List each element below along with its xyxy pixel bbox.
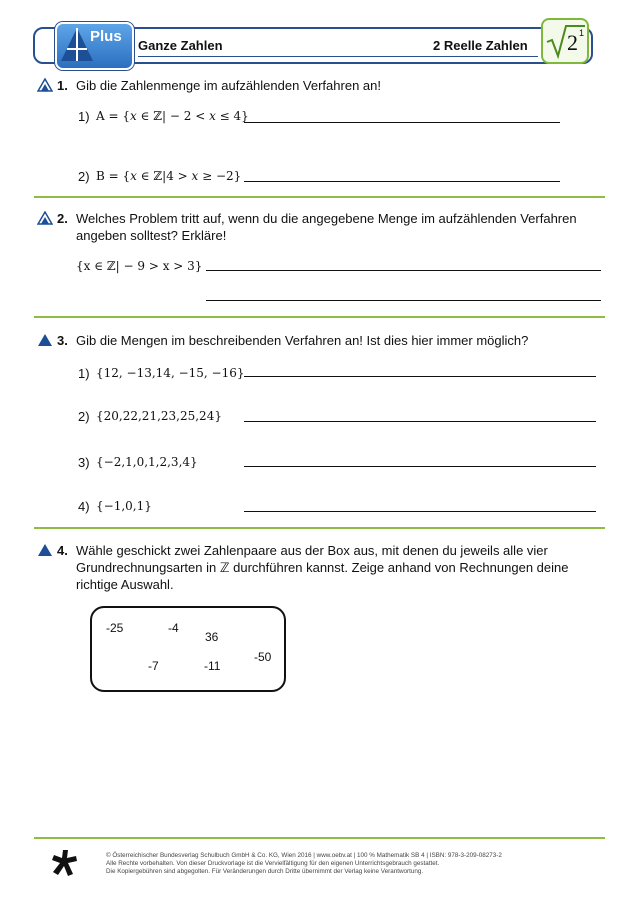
set-expression: {x ∈ ℤ| − 9 > x > 3} — [76, 259, 203, 273]
box-number: -11 — [204, 659, 221, 673]
section-divider — [34, 316, 605, 318]
chapter-title: Ganze Zahlen — [138, 38, 223, 53]
set-expression: {20,22,21,23,25,24} — [96, 409, 222, 423]
item-label: 4) — [78, 499, 90, 514]
footer-rights: Alle Rechte vorbehalten. Von dieser Druckvorlage ist die Vervielfältigung für den eigenen Unterrichtsgebrauch gestattet. — [106, 860, 440, 867]
task-number: 3. — [57, 333, 68, 348]
task-prompt: richtige Auswahl. — [76, 577, 174, 592]
task-number: 4. — [57, 543, 68, 558]
answer-line[interactable] — [244, 421, 596, 422]
task-prompt: Gib die Zahlenmenge im aufzählenden Verfahren an! — [76, 78, 381, 93]
box-number: -4 — [168, 621, 179, 635]
task-prompt: Gib die Mengen im beschreibenden Verfahren an! Ist dies hier immer möglich? — [76, 333, 529, 348]
answer-line[interactable] — [206, 300, 601, 301]
footer-copyright: © Österreichischer Bundesverlag Schulbuch GmbH & Co. KG, Wien 2016 | www.oebv.at | 100 % Mathematik SB 4 | ISBN: 978-3-209-08273-2 — [106, 852, 502, 859]
answer-line[interactable] — [244, 122, 560, 123]
box-number: -25 — [106, 621, 124, 635]
svg-text:2: 2 — [567, 30, 578, 55]
task-prompt: angeben solltest? Erkläre! — [76, 228, 227, 243]
difficulty-icon — [37, 78, 53, 92]
item-label: 3) — [78, 455, 90, 470]
box-number: -7 — [148, 659, 159, 673]
box-number: 36 — [205, 630, 219, 644]
answer-line[interactable] — [244, 511, 596, 512]
section-title: 2 Reelle Zahlen — [433, 38, 528, 53]
task-number: 2. — [57, 211, 68, 226]
task-prompt: Wähle geschickt zwei Zahlenpaare aus der Box aus, mit denen du jeweils alle vier — [76, 543, 548, 558]
set-expression: {−1,0,1} — [96, 499, 152, 513]
set-expression: B = {𝑥 ∈ ℤ|4 > 𝑥 ≥ −2} — [96, 169, 242, 183]
sqrt-icon — [543, 20, 587, 62]
item-label: 1) — [78, 366, 90, 381]
item-label: 1) — [78, 109, 90, 124]
answer-line[interactable] — [206, 270, 601, 271]
number-box — [90, 606, 286, 692]
section-divider — [34, 527, 605, 529]
plus-badge-label: Plus — [90, 28, 122, 45]
task-prompt: Welches Problem tritt auf, wenn du die angegebene Menge im aufzählenden Verfahren — [76, 211, 577, 226]
difficulty-icon — [37, 543, 53, 557]
set-expression: {−2,1,0,1,2,3,4} — [96, 455, 198, 469]
task-prompt: Grundrechnungsarten in ℤ durchführen kannst. Zeige anhand von Rechnungen deine — [76, 560, 569, 575]
footer-disclaimer: Die Kopiergebühren sind abgegolten. Für Veränderungen durch Dritte übernimmt der Verlag keine Verantwortung. — [106, 868, 424, 875]
item-label: 2) — [78, 409, 90, 424]
difficulty-icon — [37, 211, 53, 225]
set-expression: A = {𝑥 ∈ ℤ| − 2 < 𝑥 ≤ 4} — [96, 109, 249, 123]
set-expression: {12, −13,14, −15, −16} — [96, 366, 245, 380]
answer-line[interactable] — [244, 466, 596, 467]
box-number: -50 — [254, 650, 272, 664]
sqrt-badge — [541, 18, 589, 64]
task-number: 1. — [57, 78, 68, 93]
header-underline — [138, 56, 538, 57]
answer-line[interactable] — [244, 376, 596, 377]
answer-line[interactable] — [244, 181, 560, 182]
difficulty-icon — [37, 333, 53, 347]
publisher-logo-icon — [50, 848, 80, 878]
item-label: 2) — [78, 169, 90, 184]
svg-text:1: 1 — [579, 28, 585, 38]
footer-divider — [34, 837, 605, 839]
section-divider — [34, 196, 605, 198]
